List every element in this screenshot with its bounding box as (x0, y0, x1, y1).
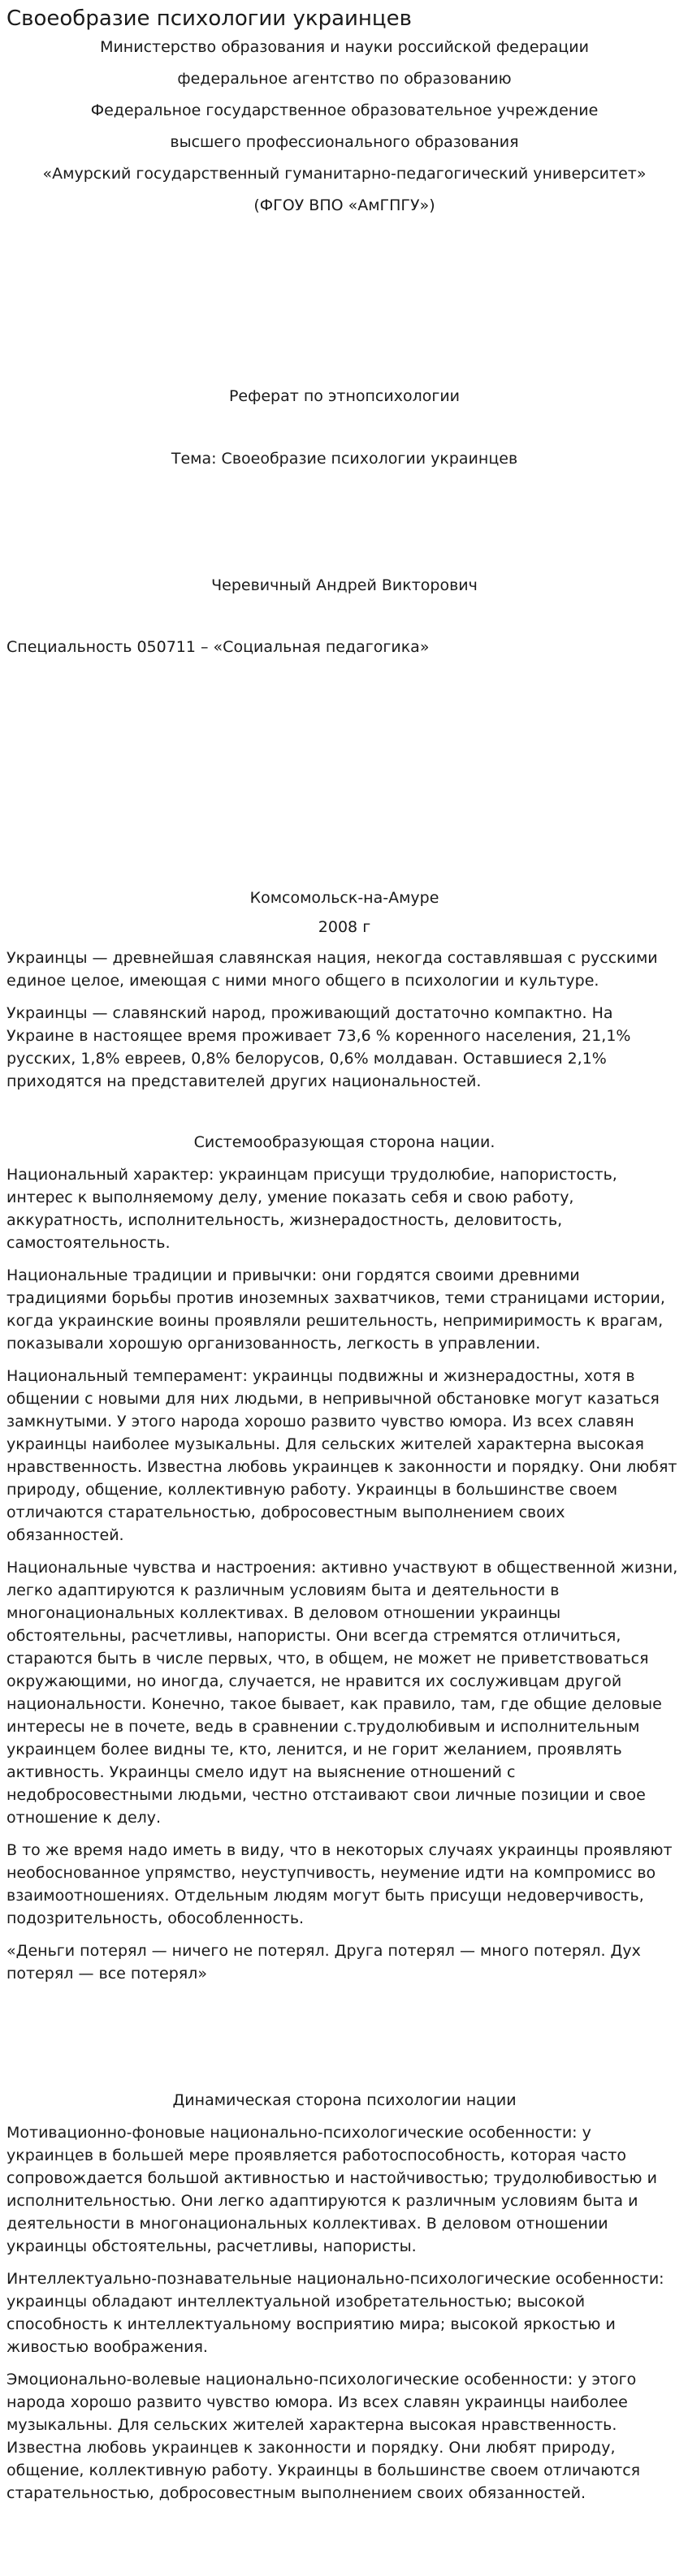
paragraph: Интеллектуально-познавательные национально-психологические особенности: украинцы обладают интеллектуальной изобретательностью; высокой способность к интеллектуальному восприятию мира; высокой яркостью и живостью воображения. (6, 2270, 664, 2356)
paragraph: Эмоционально-волевые национально-психологические особенности: у этого народа хорошо развито чувство юмора. Из всех славян украинцы наиболее музыкальны. Для сельских жителей характерна высокая нравственность. Известна любовь украинцев к законности и порядку. Они любят природу, общение, коллективную работу. Украинцы в большинстве своем отличаются старательностью, добросовестным выполнением своих обязанностей. (6, 2371, 641, 2502)
title-page-header (6, 36, 682, 217)
paragraph: Мотивационно-фоновые национально-психологические особенности: у украинцев в большей мере проявляется работоспособность, которая часто сопровождается большой активностью и настойчивостью; трудолюбивостью и исполнительностью. Они легко адаптируются к различным условиям быта и деятельности в многонациональных коллективах. В деловом отношении украинцы обстоятельны, расчетливы, напористы. (6, 2124, 657, 2255)
paragraph: Украинцы — древнейшая славянская нация, некогда составлявшая с русскими единое целое, имеющая с ними много общего в психологии и культуре. (6, 949, 658, 990)
paragraph: Национальный характер: украинцам присущи трудолюбие, напористость, интерес к выполняемому делу, умение показать себя и свою работу, аккуратность, исполнительность, жизнерадостность, деловитость, самостоятельность. (6, 1166, 617, 1252)
header-line: Министерство образования и науки российской федерации (100, 38, 589, 56)
section-2 (6, 2089, 682, 2514)
section-heading: Динамическая сторона психологии нации (172, 2091, 517, 2109)
header-line: федеральное агентство по образованию (177, 70, 512, 88)
paragraph: В то же время надо иметь в виду, что в некоторых случаях украинцы проявляют необоснованное упрямство, неуступчивость, неумение идти на компромисс во взаимоотношениях. Отдельным людям могут быть присущи недоверчивость, подозрительность, обособленность. (6, 1841, 673, 1927)
header-line: «Амурский государственный гуманитарно-педагогический университет» (42, 165, 647, 183)
city: Комсомольск-на-Амуре (249, 889, 439, 907)
intro-block (6, 947, 682, 1102)
paragraph: Национальные чувства и настроения: активно участвуют в общественной жизни, легко адаптируются к различным условиям быта и деятельности в многонациональных коллективах. В деловом отношении украинцы обстоятельны, расчетливы, напористы. Они всегда стремятся отличиться, стараются быть в числе первых, что, в общем, не может не приветствоваться окружающими, но иногда, случается, не нравится их сослуживцам другой национальности. Конечно, такое бывает, как правило, там, где общие деловые интересы не в почете, ведь в сравнении с.трудолюбивым и исполнительным украинцем более видны те, кто, ленится, и не горит желанием, проявлять активность. Украинцы смело идут на выяснение отношений с недобросовестными людьми, честно отстаивают свои личные позиции и свое отношение к делу. (6, 1559, 678, 1827)
specialty: Специальность 050711 – «Социальная педагогика» (6, 638, 430, 656)
header-line: высшего профессионального образования (170, 133, 519, 151)
paragraph: Национальный темперамент: украинцы подвижны и жизнерадостны, хотя в общении с новыми для них людьми, в непривычной обстановке могут казаться замкнутыми. У этого народа хорошо развито чувство юмора. Из всех славян украинцы наиболее музыкальны. Для сельских жителей характерна высокая нравственность. Известна любовь украинцев к законности и порядку. Они любят природу, общение, коллективную работу. Украинцы в большинстве своем отличаются старательностью, добросовестным выполнением своих обязанностей. (6, 1367, 677, 1544)
author-name: Черевичный Андрей Викторович (211, 576, 478, 594)
paragraph: Украинцы — славянский народ, проживающий достаточно компактно. На Украине в настоящее время проживает 73,6 % коренного населения, 21,1% русских, 1,8% евреев, 0,8% белорусов, 0,6% молдаван. Оставшиеся 2,1% приходятся на представителей других национальностей. (6, 1004, 631, 1090)
paragraph: «Деньги потерял — ничего не потерял. Друга потерял — много потерял. Дух потерял — все потерял» (6, 1942, 641, 1983)
report-type: Реферат по этнопсихологии (228, 387, 461, 405)
document (6, 0, 682, 2502)
report-topic: Тема: Своеобразие психологии украинцев (171, 450, 518, 468)
page-title: Своеобразие психологии украинцев (6, 6, 412, 31)
paragraph: Национальные традиции и привычки: они гордятся своими древними традициями борьбы против иноземных захватчиков, теми страницами истории, когда украинские воины проявляли решительность, непримиримость к врагам, показывали хорошую организованность, легкость в управлении. (6, 1266, 665, 1353)
section-1 (6, 1131, 682, 1995)
header-line: (ФГОУ ВПО «АмГПГУ») (253, 196, 435, 214)
year: 2008 г (318, 918, 371, 936)
header-line: Федеральное государственное образовательное учреждение (90, 101, 599, 119)
section-heading: Системообразующая сторона нации. (193, 1133, 495, 1151)
